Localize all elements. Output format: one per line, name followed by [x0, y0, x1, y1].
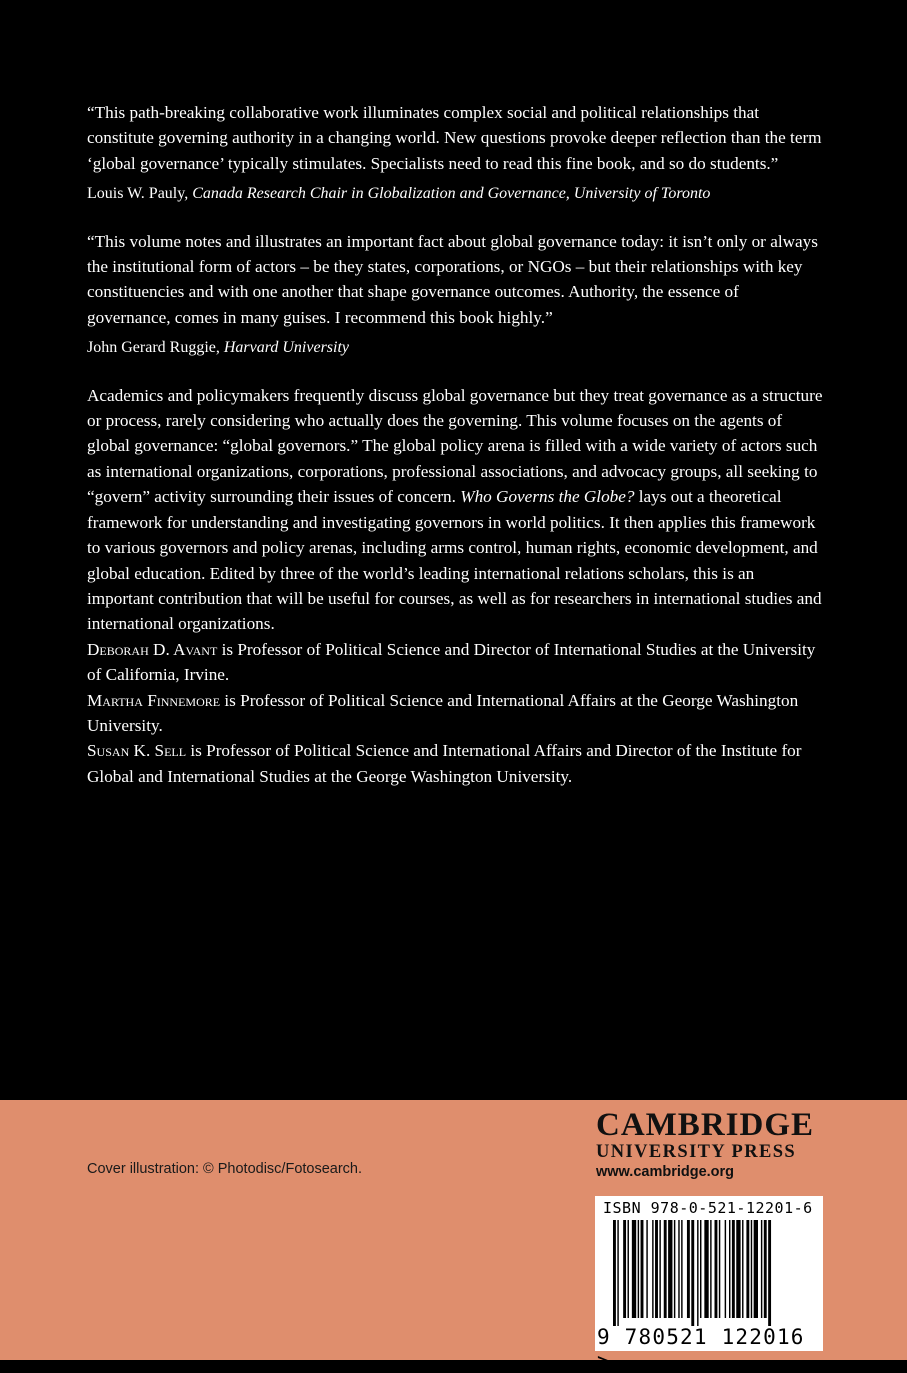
blurb-author: John Gerard Ruggie,: [87, 339, 220, 357]
barcode-bar: [742, 1220, 743, 1318]
barcode-bar: [668, 1220, 672, 1318]
barcode-bar: [697, 1220, 698, 1326]
barcode-bar: [736, 1220, 740, 1318]
publisher-subtitle: UNIVERSITY PRESS: [596, 1142, 797, 1162]
barcode-bar: [664, 1220, 667, 1318]
editor-bio-text: is Professor of Political Science and International Affairs and Director of the Institute for Global and International Studies at the George Washington University.: [87, 741, 802, 786]
barcode-bar: [613, 1220, 616, 1326]
book-description: [87, 383, 823, 637]
barcode-bar: [652, 1220, 653, 1318]
publisher-band: [0, 1100, 907, 1373]
barcode-bar: [715, 1220, 718, 1318]
barcode-bar: [710, 1220, 711, 1318]
publisher-name: CAMBRIDGE: [596, 1107, 815, 1143]
barcode-bar: [746, 1220, 749, 1318]
blurb-attribution: [87, 335, 823, 360]
publisher-logo: [596, 1108, 826, 1182]
barcode-bar: [632, 1220, 636, 1318]
barcode-panel: [595, 1196, 823, 1373]
description-part-2: lays out a theoretical framework for understanding and investigating governors in world politics. It then applies this framework to various governors and policy arenas, including arms control, human rights, economic development, and global education. Edited by three of the world’s leading international relations scholars, this is an important contribution that will be useful for courses, as well as for researchers in international studies and international organizations.: [87, 487, 822, 634]
book-title: Who Governs the Globe?: [460, 487, 635, 507]
publisher-url: www.cambridge.org: [596, 1164, 735, 1180]
back-cover-content: [87, 100, 823, 789]
barcode-icon: [599, 1220, 819, 1328]
barcode-bar: [754, 1220, 758, 1318]
blurb-quote: “This path-breaking collaborative work illuminates complex social and political relationships that constitute governing authority in a changing world. New questions provoke deeper reflection than the term ‘global governance’ typically stimulates. Specialists need to read this fine book, and so do students.”: [87, 103, 822, 173]
barcode-bar: [729, 1220, 730, 1318]
barcode-bar: [628, 1220, 629, 1318]
blurb-quote: “This volume notes and illustrates an important fact about global governance today: it isn’t only or always the institutional form of actors – be they states, corporations, or NGOs – but their relationships with key constituencies and with one another that shape governance outcomes. Authority, the essence of governance, comes in many guises. I recommend this book highly.”: [87, 231, 818, 327]
isbn-number: ISBN 978-0-521-12201-6: [603, 1199, 813, 1217]
barcode-bar: [687, 1220, 690, 1318]
ean-digits: 9 780521 122016 >: [597, 1325, 805, 1373]
barcode-bar: [761, 1220, 762, 1318]
editor-bio: [87, 738, 823, 789]
barcode-bar: [700, 1220, 701, 1318]
barcode-bar: [719, 1220, 720, 1318]
barcode-bar: [704, 1220, 708, 1318]
barcode-bar: [623, 1220, 626, 1318]
barcode-bar: [691, 1220, 694, 1326]
blurb-affiliation: Harvard University: [223, 339, 350, 357]
cover-credit: Cover illustration: © Photodisc/Fotosearch.: [87, 1161, 363, 1177]
barcode-bar: [638, 1220, 639, 1318]
barcode-bar: [646, 1220, 647, 1318]
blurb-ruggie: [87, 229, 823, 361]
blurb-attribution: [87, 181, 823, 206]
barcode-bar: [751, 1220, 752, 1318]
barcode-bar: [617, 1220, 618, 1326]
editor-bio: [87, 688, 823, 739]
editor-bio-text: is Professor of Political Science and International Affairs at the George Washington University.: [87, 690, 799, 735]
editor-name: Martha Finnemore: [87, 690, 221, 710]
blurb-affiliation: Canada Research Chair in Globalization and Governance, University of Toronto: [192, 185, 711, 203]
editor-name: Susan K. Sell: [87, 741, 187, 761]
barcode-bar: [725, 1220, 726, 1318]
barcode-bar: [674, 1220, 675, 1318]
barcode-bar: [659, 1220, 660, 1318]
barcode-bar: [732, 1220, 735, 1318]
description-part-1: Academics and policymakers frequently discuss global governance but they treat governance as a structure or process, rarely considering who actually does the governing. This volume focuses on the agents of global governance: “global governors.” The global policy arena is filled with a wide variety of actors such as international organizations, corporations, professional associations, and advocacy groups, all seeking to “govern” activity surrounding their issues of concern.: [87, 385, 823, 507]
blurb-pauly: [87, 100, 823, 207]
barcode-bar: [768, 1220, 771, 1326]
blurb-author: Louis W. Pauly,: [87, 185, 189, 203]
editor-name: Deborah D. Avant: [87, 639, 218, 659]
editor-bio: [87, 637, 823, 688]
editor-bio-text: is Professor of Political Science and Director of International Studies at the University of California, Irvine.: [87, 639, 816, 685]
barcode-bar: [641, 1220, 644, 1318]
barcode-bar: [678, 1220, 679, 1318]
barcode-bar: [655, 1220, 658, 1318]
barcode-bar: [764, 1220, 767, 1318]
barcode-bar: [681, 1220, 682, 1318]
